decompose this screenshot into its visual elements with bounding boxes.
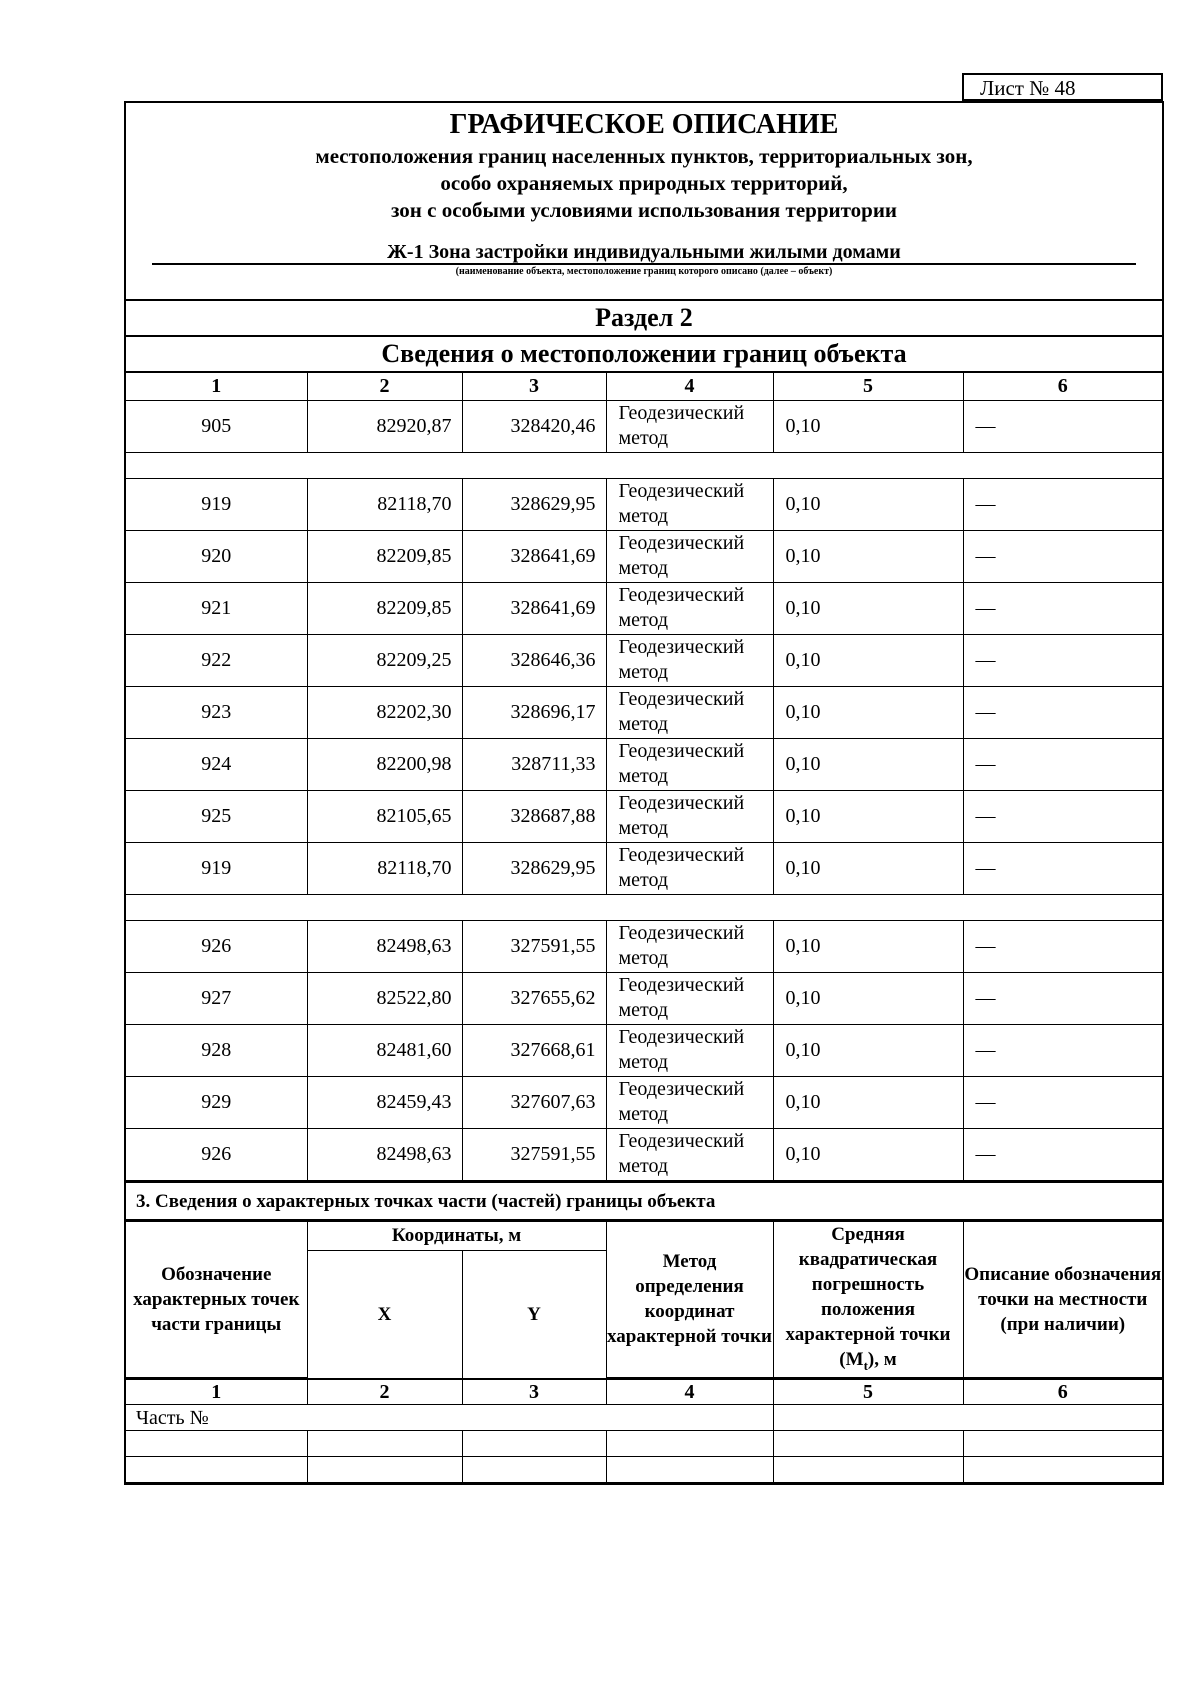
- coord-y: 328629,95: [462, 478, 606, 530]
- method-line: Геодезический: [618, 844, 745, 866]
- mt-value: 0,10: [773, 842, 963, 894]
- coord-x: 82118,70: [307, 842, 462, 894]
- coord-y: 328696,17: [462, 686, 606, 738]
- header-mt-text: Средняя квадратическая погрешность положения характерной точки (M: [785, 1223, 951, 1370]
- sheet-number: Лист № 48: [980, 76, 1076, 100]
- method-line: Геодезический: [618, 480, 745, 502]
- method-line: метод: [618, 661, 669, 683]
- column-number: 1: [126, 373, 307, 400]
- coord-x: 82209,85: [307, 530, 462, 582]
- method: [606, 842, 773, 894]
- method-line: Геодезический: [618, 974, 745, 996]
- mt-value: 0,10: [773, 1128, 963, 1180]
- point-number: 928: [126, 1024, 307, 1076]
- point-description: —: [963, 478, 1162, 530]
- header-method: Метод определения координат характерной точки: [606, 1221, 773, 1378]
- method: [606, 1076, 773, 1128]
- header-point-designation: Обозначение характерных точек части границы: [126, 1221, 307, 1378]
- table-row: [126, 1457, 1162, 1483]
- empty-cell: [307, 1457, 462, 1483]
- mt-value: 0,10: [773, 1024, 963, 1076]
- method-line: метод: [618, 1051, 669, 1073]
- method: [606, 582, 773, 634]
- coord-y: 328420,46: [462, 400, 606, 452]
- part-label-empty: [773, 1405, 1162, 1431]
- part-label-row: [126, 1405, 1162, 1431]
- column-number: 2: [307, 373, 462, 400]
- point-number: 905: [126, 400, 307, 452]
- header-description: Описание обозначения точки на местности (при наличии): [963, 1221, 1162, 1378]
- point-description: —: [963, 738, 1162, 790]
- header-coordinates: Координаты, м: [307, 1221, 606, 1250]
- header-mt: [773, 1221, 963, 1378]
- empty-cell: [773, 1431, 963, 1457]
- coord-y: 328646,36: [462, 634, 606, 686]
- point-description: —: [963, 920, 1162, 972]
- table-row: [126, 1076, 1162, 1128]
- method-line: метод: [618, 609, 669, 631]
- mt-value: 0,10: [773, 634, 963, 686]
- point-number: 924: [126, 738, 307, 790]
- table-row: [126, 530, 1162, 582]
- method-line: метод: [618, 505, 669, 527]
- coord-x: 82209,25: [307, 634, 462, 686]
- point-description: —: [963, 634, 1162, 686]
- point-number: 919: [126, 478, 307, 530]
- point-description: —: [963, 400, 1162, 452]
- coord-x: 82118,70: [307, 478, 462, 530]
- separator-cell: [126, 894, 1162, 920]
- mt-value: 0,10: [773, 972, 963, 1024]
- table-row: [126, 400, 1162, 452]
- section-subtitle: Сведения о местоположении границ объекта: [126, 337, 1162, 373]
- method-line: Геодезический: [618, 402, 745, 424]
- empty-cell: [773, 1457, 963, 1483]
- column-number-row: [126, 1379, 1162, 1405]
- method-line: метод: [618, 713, 669, 735]
- boundary-points-body: [126, 373, 1162, 1180]
- header-mt-tail: ), м: [867, 1348, 897, 1370]
- method-line: метод: [618, 817, 669, 839]
- point-description: —: [963, 790, 1162, 842]
- point-number: 923: [126, 686, 307, 738]
- method-line: метод: [618, 1155, 669, 1177]
- column-number: 5: [773, 1379, 963, 1405]
- separator-cell: [126, 452, 1162, 478]
- coord-x: 82209,85: [307, 582, 462, 634]
- table-row: [126, 738, 1162, 790]
- empty-cell: [606, 1431, 773, 1457]
- mt-value: 0,10: [773, 1076, 963, 1128]
- mt-value: 0,10: [773, 920, 963, 972]
- coord-x: 82459,43: [307, 1076, 462, 1128]
- table-row: [126, 478, 1162, 530]
- method-line: Геодезический: [618, 922, 745, 944]
- part-points-table: [126, 1378, 1162, 1483]
- method-line: метод: [618, 999, 669, 1021]
- method-line: метод: [618, 1103, 669, 1125]
- method-line: Геодезический: [618, 1078, 745, 1100]
- empty-cell: [307, 1431, 462, 1457]
- table-row: [126, 1128, 1162, 1180]
- subtitle-line-2: особо охраняемых природных территорий,: [440, 171, 848, 195]
- method-line: метод: [618, 427, 669, 449]
- column-number: 1: [126, 1379, 307, 1405]
- coord-x: 82522,80: [307, 972, 462, 1024]
- separator-row: [126, 894, 1162, 920]
- table-row: [126, 1431, 1162, 1457]
- coord-y: 327607,63: [462, 1076, 606, 1128]
- point-description: —: [963, 972, 1162, 1024]
- table-row: [126, 920, 1162, 972]
- section-title: Раздел 2: [126, 301, 1162, 337]
- method-line: Геодезический: [618, 792, 745, 814]
- empty-cell: [126, 1457, 307, 1483]
- coord-x: 82200,98: [307, 738, 462, 790]
- point-number: 926: [126, 1128, 307, 1180]
- method-line: Геодезический: [618, 740, 745, 762]
- table-row: [126, 842, 1162, 894]
- header-x: X: [307, 1250, 462, 1378]
- column-number: 4: [606, 373, 773, 400]
- subtitle-line-3: зон с особыми условиями использования территории: [390, 198, 898, 222]
- point-description: —: [963, 582, 1162, 634]
- table-row: [126, 582, 1162, 634]
- method-line: Геодезический: [618, 636, 745, 658]
- empty-cell: [126, 1431, 307, 1457]
- column-number: 6: [963, 373, 1162, 400]
- document-title: ГРАФИЧЕСКОЕ ОПИСАНИЕ: [449, 109, 839, 140]
- part-label: Часть №: [126, 1405, 773, 1431]
- coord-y: 327655,62: [462, 972, 606, 1024]
- point-number: 920: [126, 530, 307, 582]
- method: [606, 400, 773, 452]
- coord-y: 327591,55: [462, 1128, 606, 1180]
- table-row: [126, 1024, 1162, 1076]
- method-line: метод: [618, 765, 669, 787]
- method-line: метод: [618, 947, 669, 969]
- empty-cell: [963, 1457, 1162, 1483]
- method-line: Геодезический: [618, 1026, 745, 1048]
- point-description: —: [963, 530, 1162, 582]
- point-number: 925: [126, 790, 307, 842]
- empty-cell: [462, 1457, 606, 1483]
- boundary-points-table: [126, 373, 1162, 1181]
- coord-x: 82481,60: [307, 1024, 462, 1076]
- method: [606, 686, 773, 738]
- coord-y: 327591,55: [462, 920, 606, 972]
- coord-y: 328629,95: [462, 842, 606, 894]
- coord-x: 82202,30: [307, 686, 462, 738]
- point-number: 926: [126, 920, 307, 972]
- point-number: 927: [126, 972, 307, 1024]
- point-number: 921: [126, 582, 307, 634]
- coord-y: 328687,88: [462, 790, 606, 842]
- mt-value: 0,10: [773, 738, 963, 790]
- method-line: Геодезический: [618, 688, 745, 710]
- column-number: 6: [963, 1379, 1162, 1405]
- coord-y: 327668,61: [462, 1024, 606, 1076]
- method: [606, 1024, 773, 1076]
- method: [606, 1128, 773, 1180]
- column-number: 3: [462, 1379, 606, 1405]
- header-mt-subscript: t: [863, 1357, 868, 1373]
- point-description: —: [963, 842, 1162, 894]
- point-description: —: [963, 686, 1162, 738]
- sheet-number-box: [962, 73, 1163, 101]
- method: [606, 790, 773, 842]
- method: [606, 634, 773, 686]
- coord-x: 82105,65: [307, 790, 462, 842]
- method-line: Геодезический: [618, 584, 745, 606]
- point-number: 929: [126, 1076, 307, 1128]
- point-description: —: [963, 1024, 1162, 1076]
- coord-x: 82498,63: [307, 920, 462, 972]
- method-line: метод: [618, 869, 669, 891]
- mt-value: 0,10: [773, 686, 963, 738]
- object-hint: (наименование объекта, местоположение границ которого описано (далее – объект): [455, 266, 833, 277]
- point-description: —: [963, 1128, 1162, 1180]
- subtitle-line-1: местоположения границ населенных пунктов, территориальных зон,: [315, 144, 973, 168]
- column-number: 5: [773, 373, 963, 400]
- empty-cell: [462, 1431, 606, 1457]
- coord-y: 328711,33: [462, 738, 606, 790]
- table-row: [126, 790, 1162, 842]
- section3-title: 3. Сведения о характерных точках части (частей) границы объекта: [126, 1181, 1162, 1221]
- column-number: 4: [606, 1379, 773, 1405]
- method: [606, 972, 773, 1024]
- mt-value: 0,10: [773, 478, 963, 530]
- mt-value: 0,10: [773, 582, 963, 634]
- mt-value: 0,10: [773, 790, 963, 842]
- method: [606, 920, 773, 972]
- coord-x: 82920,87: [307, 400, 462, 452]
- table-row: [126, 972, 1162, 1024]
- header-y: Y: [462, 1250, 606, 1378]
- mt-value: 0,10: [773, 530, 963, 582]
- table-row: [126, 634, 1162, 686]
- empty-cell: [606, 1457, 773, 1483]
- empty-cell: [963, 1431, 1162, 1457]
- coord-x: 82498,63: [307, 1128, 462, 1180]
- document-header: [126, 103, 1162, 301]
- method: [606, 738, 773, 790]
- coord-y: 328641,69: [462, 582, 606, 634]
- part-points-header-table: [126, 1221, 1162, 1379]
- object-name: Ж-1 Зона застройки индивидуальными жилыми домами: [387, 241, 901, 263]
- method-line: Геодезический: [618, 1130, 745, 1152]
- coord-y: 328641,69: [462, 530, 606, 582]
- method: [606, 530, 773, 582]
- point-number: 922: [126, 634, 307, 686]
- column-number: 3: [462, 373, 606, 400]
- column-number-row: [126, 373, 1162, 400]
- column-number: 2: [307, 1379, 462, 1405]
- separator-row: [126, 452, 1162, 478]
- method-line: Геодезический: [618, 532, 745, 554]
- table-row: [126, 686, 1162, 738]
- method-line: метод: [618, 557, 669, 579]
- point-number: 919: [126, 842, 307, 894]
- document-frame: [124, 101, 1164, 1485]
- mt-value: 0,10: [773, 400, 963, 452]
- method: [606, 478, 773, 530]
- object-underline: [152, 263, 1136, 265]
- point-description: —: [963, 1076, 1162, 1128]
